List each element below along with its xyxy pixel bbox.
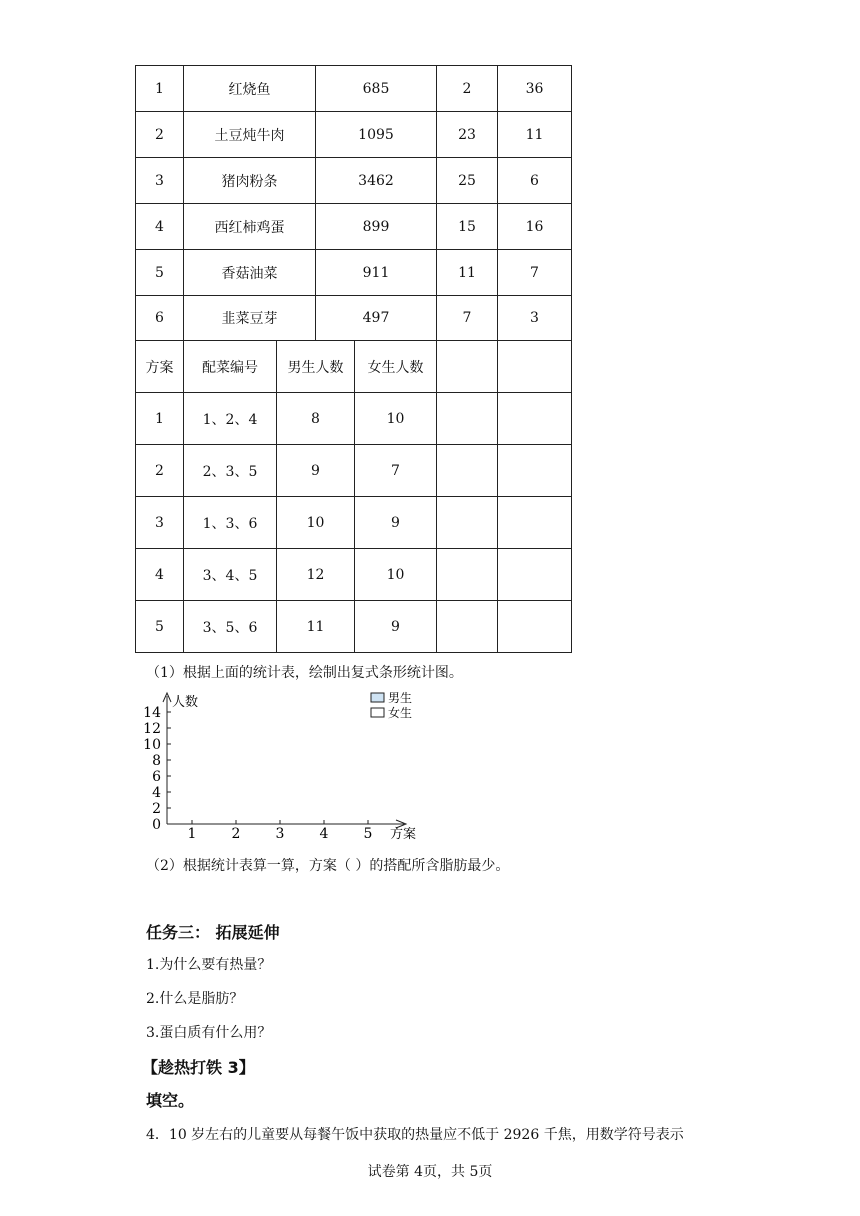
dish-table — [135, 65, 572, 341]
table-row — [136, 445, 572, 497]
y-tick-label: 14 — [143, 705, 161, 721]
header-boys: 男生人数 — [277, 341, 355, 393]
table-row — [136, 250, 572, 296]
plan-girls: 10 — [355, 393, 437, 445]
dish-no: 3 — [136, 158, 184, 204]
dish-name: 红烧鱼 — [184, 66, 316, 112]
empty-cell — [437, 393, 498, 445]
y-tick-label: 2 — [152, 801, 161, 817]
dish-no: 1 — [136, 66, 184, 112]
task3-heading: 任务三： 拓展延伸 — [146, 923, 280, 942]
plan-boys: 9 — [277, 445, 355, 497]
table-row — [136, 549, 572, 601]
empty-cell — [437, 497, 498, 549]
dish-heat: 911 — [316, 250, 437, 296]
dish-heat: 899 — [316, 204, 437, 250]
plan-girls: 10 — [355, 549, 437, 601]
dish-heat: 1095 — [316, 112, 437, 158]
empty-cell — [498, 549, 572, 601]
dish-value-a: 2 — [437, 66, 498, 112]
table-row — [136, 497, 572, 549]
question-4: 4．10 岁左右的儿童要从每餐午饭中获取的热量应不低于 2926 千焦，用数学符号表示 — [146, 1127, 684, 1143]
dish-value-a: 15 — [437, 204, 498, 250]
fill-heading: 填空。 — [146, 1091, 195, 1110]
plan-dishes: 2、3、5 — [184, 445, 277, 497]
practice-heading: 【趁热打铁 3】 — [142, 1058, 255, 1077]
dish-value-b: 6 — [498, 158, 572, 204]
question-1: （1）根据上面的统计表，绘制出复式条形统计图。 — [146, 665, 463, 681]
empty-cell — [498, 393, 572, 445]
dish-heat: 685 — [316, 66, 437, 112]
bar-chart — [130, 688, 430, 840]
plan-no: 4 — [136, 549, 184, 601]
x-tick-label: 2 — [231, 826, 241, 840]
empty-cell — [437, 601, 498, 653]
dish-no: 6 — [136, 296, 184, 341]
y-axis-label: 人数 — [172, 695, 199, 710]
x-tick-label: 4 — [319, 826, 329, 840]
empty-cell — [498, 341, 572, 393]
plan-table — [135, 340, 572, 653]
list-item: 1.为什么要有热量？ — [146, 957, 272, 973]
x-axis-ticks — [188, 820, 373, 840]
x-tick-label: 5 — [363, 826, 373, 840]
plan-dishes: 3、4、5 — [184, 549, 277, 601]
legend-swatch-boys — [371, 693, 384, 702]
dish-value-a: 23 — [437, 112, 498, 158]
plan-boys: 10 — [277, 497, 355, 549]
table-row — [136, 601, 572, 653]
y-tick-label: 0 — [152, 817, 161, 833]
table-row — [136, 204, 572, 250]
dish-name: 西红柿鸡蛋 — [184, 204, 316, 250]
list-item: 2.什么是脂肪？ — [146, 991, 244, 1007]
table-row — [136, 393, 572, 445]
header-dishes: 配菜编号 — [184, 341, 277, 393]
legend-girls: 女生 — [388, 706, 413, 720]
y-tick-label: 8 — [152, 753, 161, 769]
y-tick-label: 10 — [143, 737, 161, 753]
plan-no: 5 — [136, 601, 184, 653]
empty-cell — [498, 497, 572, 549]
question-2: （2）根据统计表算一算，方案（ ）的搭配所含脂肪最少。 — [146, 858, 510, 874]
table-row — [136, 66, 572, 112]
dish-value-b: 36 — [498, 66, 572, 112]
dish-heat: 3462 — [316, 158, 437, 204]
plan-no: 2 — [136, 445, 184, 497]
dish-value-b: 3 — [498, 296, 572, 341]
y-tick-label: 4 — [152, 785, 161, 801]
list-item: 3.蛋白质有什么用？ — [146, 1025, 272, 1041]
table-row — [136, 112, 572, 158]
x-tick-label: 1 — [187, 826, 197, 840]
dish-value-a: 11 — [437, 250, 498, 296]
plan-dishes: 3、5、6 — [184, 601, 277, 653]
dish-name: 香菇油菜 — [184, 250, 316, 296]
x-axis-label: 方案 — [390, 827, 417, 840]
table-header-row — [136, 341, 572, 393]
plan-girls: 7 — [355, 445, 437, 497]
legend-swatch-girls — [371, 708, 384, 717]
plan-boys: 11 — [277, 601, 355, 653]
y-tick-label: 6 — [152, 769, 161, 785]
page-footer: 试卷第 4页，共 5页 — [367, 1164, 493, 1180]
dish-no: 5 — [136, 250, 184, 296]
legend-boys: 男生 — [388, 691, 413, 705]
y-tick-label: 12 — [143, 721, 161, 737]
table-row — [136, 296, 572, 341]
plan-no: 1 — [136, 393, 184, 445]
empty-cell — [437, 445, 498, 497]
header-girls: 女生人数 — [355, 341, 437, 393]
plan-boys: 12 — [277, 549, 355, 601]
plan-girls: 9 — [355, 601, 437, 653]
empty-cell — [437, 341, 498, 393]
plan-no: 3 — [136, 497, 184, 549]
plan-dishes: 1、3、6 — [184, 497, 277, 549]
plan-boys: 8 — [277, 393, 355, 445]
x-tick-label: 3 — [275, 826, 285, 840]
dish-value-b: 16 — [498, 204, 572, 250]
dish-heat: 497 — [316, 296, 437, 341]
plan-girls: 9 — [355, 497, 437, 549]
empty-cell — [437, 549, 498, 601]
dish-name: 土豆炖牛肉 — [184, 112, 316, 158]
dish-value-b: 7 — [498, 250, 572, 296]
dish-name: 韭菜豆芽 — [184, 296, 316, 341]
plan-dishes: 1、2、4 — [184, 393, 277, 445]
header-plan: 方案 — [136, 341, 184, 393]
dish-value-a: 7 — [437, 296, 498, 341]
dish-no: 2 — [136, 112, 184, 158]
dish-no: 4 — [136, 204, 184, 250]
dish-value-a: 25 — [437, 158, 498, 204]
empty-cell — [498, 601, 572, 653]
table-row — [136, 158, 572, 204]
empty-cell — [498, 445, 572, 497]
dish-name: 猪肉粉条 — [184, 158, 316, 204]
dish-value-b: 11 — [498, 112, 572, 158]
